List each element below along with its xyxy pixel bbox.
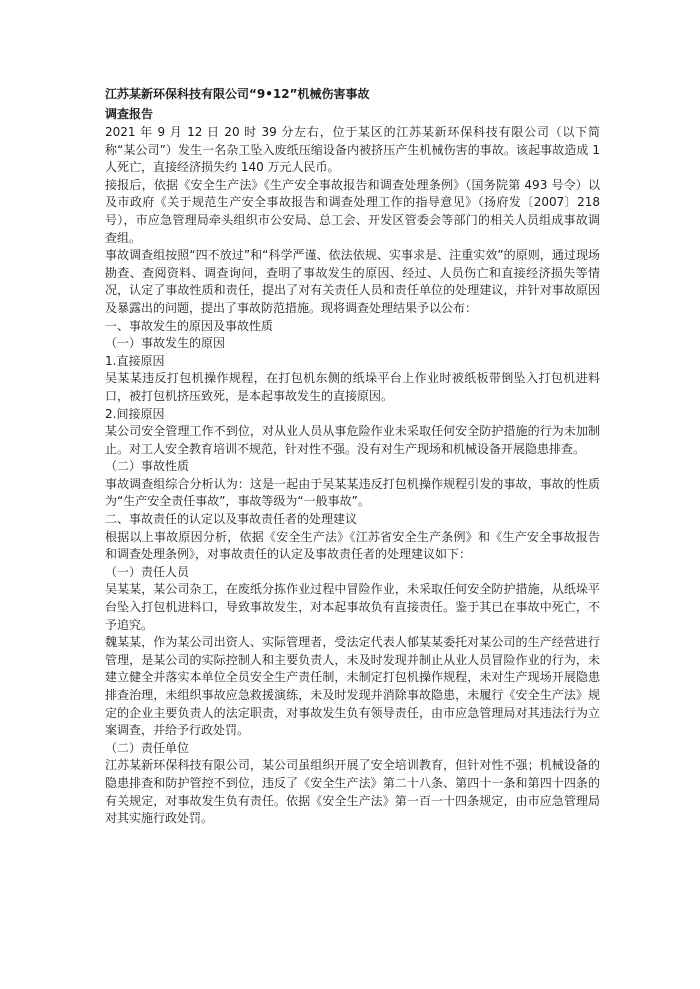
paragraph: 吴某某，某公司杂工，在废纸分拣作业过程中冒险作业，未采取任何安全防护措施，从纸垛平台坠入打包机进料口，导致事故发生，对本起事故负有直接责任。鉴于其已在事故中死亡，不予追究。 — [105, 582, 600, 632]
document-subtitle: 调查报告 — [105, 107, 154, 121]
paragraph: 事故调查组综合分析认为：这是一起由于吴某某违反打包机操作规程引发的事故，事故的性质为“生产安全责任事故”，事故等级为“一般事故”。 — [105, 476, 600, 509]
paragraph: （二）责任单位 — [105, 740, 190, 755]
paragraph: （一）事故发生的原因 — [105, 336, 226, 351]
paragraph: 2021 年 9 月 12 日 20 时 39 分左右，位于某区的江苏某新环保科技有限公司（以下简称“某公司”）发生一名杂工坠入废纸压缩设备内被挤压产生机械伤害的事故。该起事故造成 1 人死亡，直接经济损失约 140 万元人民币。 — [105, 125, 600, 175]
paragraph: 吴某某违反打包机操作规程，在打包机东侧的纸垛平台上作业时被纸板带倒坠入打包机进料口，被打包机挤压致死，是本起事故发生的直接原因。 — [105, 371, 600, 403]
document-body — [105, 124, 600, 828]
document-page — [105, 84, 600, 828]
paragraph: 江苏某新环保科技有限公司，某公司虽组织开展了安全培训教育，但针对性不强；机械设备的隐患排查和防护管控不到位，违反了《安全生产法》第二十八条、第四十一条和第四十四条的有关规定，对事故发生负有责任。依据《安全生产法》第一百一十四条规定，由市应急管理局对其实施行政处罚。 — [105, 758, 600, 826]
paragraph: 二、事故责任的认定以及事故责任者的处理建议 — [105, 512, 358, 527]
paragraph: （一）责任人员 — [105, 564, 190, 579]
paragraph: 1.直接原因 — [105, 353, 165, 368]
paragraph: 2.间接原因 — [105, 406, 165, 421]
paragraph: 一、事故发生的原因及事故性质 — [105, 318, 274, 333]
document-title: 江苏某新环保科技有限公司“9•12”机械伤害事故 — [105, 87, 370, 101]
paragraph: 接报后，依据《安全生产法》《生产安全事故报告和调查处理条例》（国务院第 493 号令）以及市政府《关于规范生产安全事故报告和调查处理工作的指导意见》（扬府发〔2007〕218号），市应急管理局牵头组织市公安局、总工会、开发区管委会等部门的相关人员组成事故调查组。 — [105, 177, 600, 245]
paragraph: （二）事故性质 — [105, 459, 190, 474]
paragraph: 某公司安全管理工作不到位，对从业人员从事危险作业未采取任何安全防护措施的行为未加制止。对工人安全教育培训不规范，针对性不强。没有对生产现场和机械设备开展隐患排查。 — [105, 424, 600, 456]
paragraph: 事故调查组按照“四不放过”和“科学严谨、依法依规、实事求是、注重实效”的原则，通过现场勘查、查阅资料、调查询问，查明了事故发生的原因、经过、人员伤亡和直接经济损失等情况，认定了事故性质和责任，提出了对有关责任人员和责任单位的处理建议，并针对事故原因及暴露出的问题，提出了事故防范措施。现将调查处理结果予以公布： — [105, 248, 600, 315]
paragraph: 根据以上事故原因分析，依据《安全生产法》《江苏省安全生产条例》和《生产安全事故报告和调查处理条例》，对事故责任的认定及事故责任者的处理建议如下： — [105, 529, 600, 562]
paragraph: 魏某某，作为某公司出资人、实际管理者，受法定代表人郁某某委托对某公司的生产经营进行管理，是某公司的实际控制人和主要负责人，未及时发现并制止从业人员冒险作业的行为，未建立健全并落实本单位全员安全生产责任制，未制定打包机操作规程，未对生产现场开展隐患排查治理，未组织事故应急救援演练，未及时发现并消除事故隐患，未履行《安全生产法》规定的企业主要负责人的法定职责，对事故发生负有领导责任，由市应急管理局对其违法行为立案调查，并给予行政处罚。 — [105, 635, 600, 738]
